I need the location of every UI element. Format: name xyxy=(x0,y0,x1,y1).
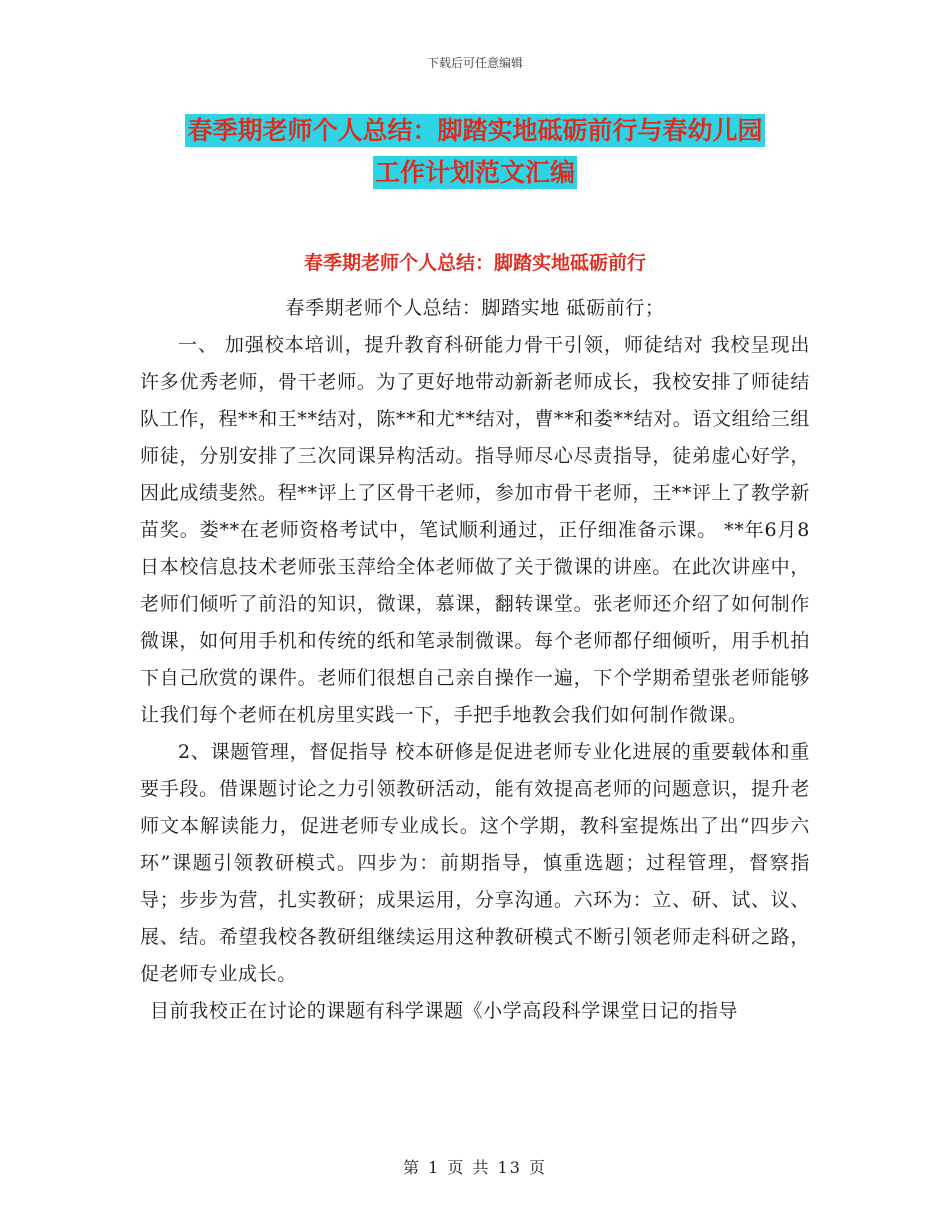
paragraph-2: 2、课题管理，督促指导 校本研修是促进老师专业化进展的重要载体和重要手段。借课题讨论之力引领教研活动，能有效提高老师的问题意识，提升老师文本解读能力，促进老师专业成长。这个学期，教科室提炼出了出“四步六环”课题引领教研模式。四步为：前期指导，慎重选题；过程管理，督察指导；步步为营，扎实教研；成果运用，分享沟通。六环为：立、研、试、议、展、结。希望我校各教研组继续运用这种教研模式不断引领老师走科研之路，促老师专业成长。 xyxy=(140,741,810,985)
document-title xyxy=(0,110,950,194)
section-heading: 春季期老师个人总结：脚踏实地砥砺前行 xyxy=(303,252,646,274)
body-text xyxy=(140,290,810,1030)
body-subtitle: 春季期老师个人总结：脚踏实地 砥砺前行； xyxy=(285,297,665,319)
paragraph-3: 目前我校正在讨论的课题有科学课题《小学高段科学课堂日记的指导 xyxy=(150,1000,739,1022)
title-line-1: 春季期老师个人总结：脚踏实地砥砺前行与春幼儿园 xyxy=(187,116,763,145)
paragraph-1: 一、 加强校本培训，提升教育科研能力骨干引领，师徒结对 我校呈现出许多优秀老师，骨干老师。为了更好地带动新新老师成长，我校安排了师徒结队工作，程**和王**结对，陈**和尤**结对，曹**和娄**结对。语文组给三组师徒，分别安排了三次同课异构活动。指导师尽心尽责指导，徒弟虚心好学，因此成绩斐然。程**评上了区骨干老师，参加市骨干老师，王**评上了教学新苗奖。娄**在老师资格考试中，笔试顺利通过，正仔细准备示课。 **年6月8日本校信息技术老师张玉萍给全体老师做了关于微课的讲座。在此次讲座中，老师们倾听了前沿的知识，微课，慕课，翻转课堂。张老师还介绍了如何制作微课，如何用手机和传统的纸和笔录制微课。每个老师都仔细倾听，用手机拍下自己欣赏的课件。老师们很想自己亲自操作一遍，下个学期希望张老师能够让我们每个老师在机房里实践一下，手把手地教会我们如何制作微课。 xyxy=(140,334,811,726)
title-line-2: 工作计划范文汇编 xyxy=(374,158,575,187)
header-note: 下载后可任意编辑 xyxy=(426,56,523,70)
page-footer: 第 1 页 共 13 页 xyxy=(403,1158,547,1177)
